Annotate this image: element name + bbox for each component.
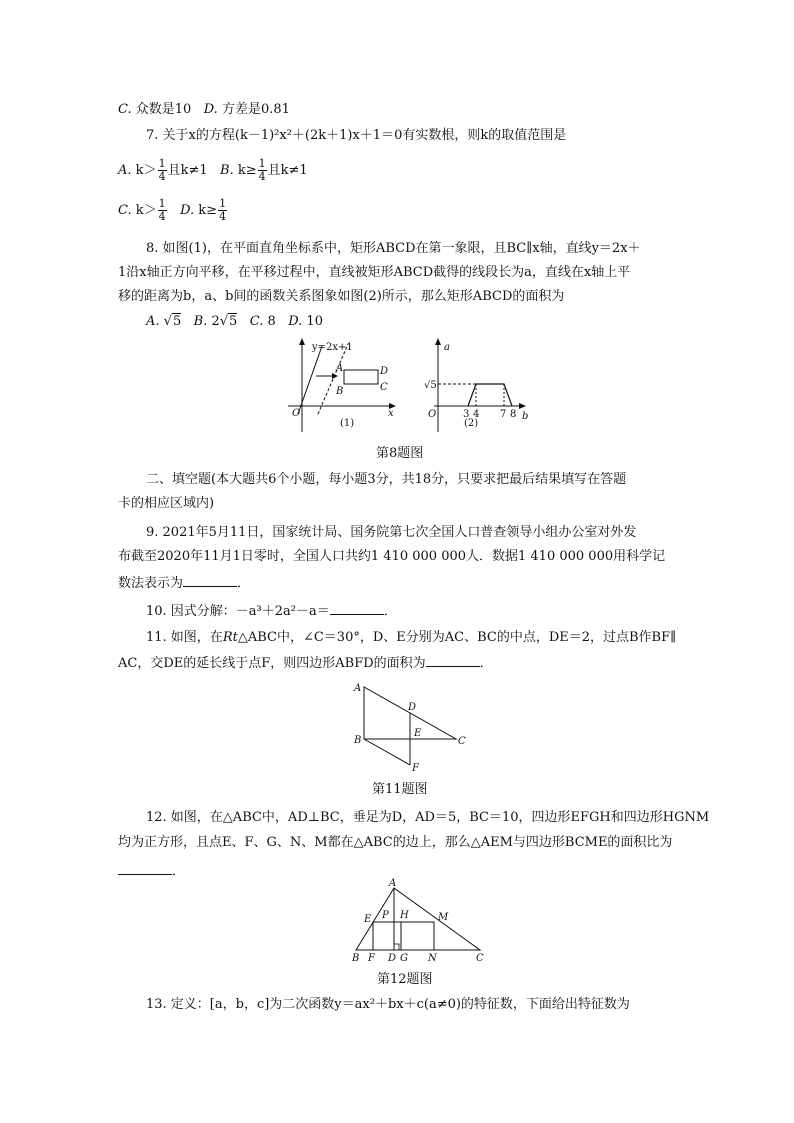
q8-option-c-label: C. <box>249 314 264 329</box>
point-a-label: A <box>336 363 344 374</box>
q8-figure-1 <box>288 338 400 434</box>
q9-line-3 <box>118 573 250 593</box>
q11-line-2 <box>118 653 493 673</box>
q11-rt: Rt <box>222 630 238 645</box>
fraction-den: 4 <box>258 170 266 183</box>
point-c-label: C <box>476 953 484 964</box>
q12-caption: 第12题图 <box>377 972 433 987</box>
point-a-label: A <box>389 878 397 889</box>
tick-4: 4 <box>473 409 480 420</box>
q9-line-2: 布截至2020年11月1日零时，全国人口共约1 410 000 000人．数据1 410 000 000用科学记 <box>118 549 666 564</box>
point-a-label: A <box>354 683 362 694</box>
point-d-label: D <box>380 366 389 377</box>
square-efgh <box>373 922 401 950</box>
point-h-label: H <box>400 910 409 921</box>
arrow-icon <box>435 338 441 345</box>
q11-caption: 第11题图 <box>372 782 428 797</box>
q6-option-c-label: C. <box>118 102 132 117</box>
q11-line-1 <box>146 629 676 647</box>
b-axis-label: b <box>522 411 529 422</box>
q11-rest: △ABC中，∠C＝30°，D、E分别为AC、BC的中点，DE＝2，过点B作BF∥ <box>237 630 677 645</box>
q8-option-c: 8 <box>267 314 276 329</box>
q7-options-ab <box>118 158 308 183</box>
arrow-icon <box>519 403 526 409</box>
q7-option-c-label: C. <box>118 203 132 218</box>
q9-line-3-text: 数法表示为 <box>118 576 184 591</box>
fraction-den: 4 <box>219 210 227 223</box>
fraction <box>258 158 267 183</box>
answer-blank <box>426 653 480 667</box>
fraction <box>158 158 167 183</box>
point-c-label: C <box>380 382 388 393</box>
q8-option-b: 5 <box>229 314 238 329</box>
fraction <box>218 198 227 223</box>
point-n-label: N <box>428 953 437 964</box>
tick-7: 7 <box>500 409 507 420</box>
line-label: y=2x+1 <box>312 342 353 353</box>
q8-line-3: 移的距离为b，a、b间的函数关系图象如图(2)所示，那么矩形ABCD的面积为 <box>118 289 565 304</box>
q12-line-3 <box>118 861 185 881</box>
q7-option-a-label: A. <box>118 163 132 178</box>
q8-option-a-label: A. <box>146 314 160 329</box>
a-axis-label: a <box>444 342 450 353</box>
section-2-line-2: 卡的相应区域内) <box>118 496 215 511</box>
q6-options <box>118 101 290 119</box>
q12-end: ． <box>172 864 186 879</box>
x-axis-label: x <box>388 408 394 419</box>
section-2-line-1: 二、填空题(本大题共6个小题，每小题3分，共18分，只要求把最后结果填写在答题 <box>146 472 627 487</box>
answer-blank <box>183 573 237 587</box>
q10-text: 10. 因式分解：－a³＋2a²－a＝ <box>146 604 330 619</box>
point-b-label: B <box>354 735 362 746</box>
q12-line-2: 均为正方形，且点E、F、G、N、M都在△ABC的边上，那么△AEM与四边形BCME的面积比为 <box>118 835 673 850</box>
q8-option-d: 10 <box>306 314 323 329</box>
q7-option-d-pre: k≥ <box>198 203 218 218</box>
tick-8: 8 <box>510 409 517 420</box>
q10-end: ． <box>383 604 397 619</box>
q7-stem: 7. 关于x的方程(k－1)²x²＋(2k＋1)x＋1＝0有实数根，则k的取值范围是 <box>146 128 567 143</box>
right-angle-mark <box>394 944 399 950</box>
q11-end: ． <box>479 656 493 671</box>
point-e-label: E <box>414 728 422 739</box>
fraction <box>158 198 167 223</box>
tick-3: 3 <box>463 409 470 420</box>
q7-option-d-label: D. <box>180 203 195 218</box>
fraction-num: 1 <box>158 157 166 170</box>
fraction-num: 1 <box>219 197 227 210</box>
q9-end: ． <box>237 576 251 591</box>
q9-line-1: 9. 2021年5月11日，国家统计局、国务院第七次全国人口普查领导小组办公室对外发 <box>146 525 637 540</box>
q7-option-b-label: B. <box>220 163 234 178</box>
q11-line-2-text: AC，交DE的延长线于点F，则四边形ABFD的面积为 <box>118 656 426 671</box>
q8-option-b-pre: 2 <box>211 314 220 329</box>
q7-option-c-pre: k＞ <box>135 203 157 218</box>
origin-label: O <box>292 408 301 419</box>
q8-options: A. √5 B. 2√5 C. 8 D. 10 <box>146 314 323 329</box>
fraction-num: 1 <box>258 157 266 170</box>
fraction-den: 4 <box>158 210 166 223</box>
function-graph <box>468 384 512 406</box>
q8-option-a: 5 <box>172 314 182 329</box>
q12-figure <box>348 880 488 966</box>
point-f-label: F <box>368 953 375 964</box>
arrow-icon <box>299 338 305 345</box>
q6-option-d: 方差是0.81 <box>221 102 290 117</box>
origin-label: O <box>428 409 437 420</box>
segment-bf <box>364 739 410 765</box>
fraction-num: 1 <box>158 197 166 210</box>
q8-line-1: 8. 如图(1)，在平面直角坐标系中，矩形ABCD在第一象限，且BC∥x轴，直线y＝2x＋ <box>146 241 641 256</box>
q11-figure <box>350 681 480 773</box>
q13-line-1: 13. 定义：[a，b，c]为二次函数y＝ax²＋bx＋c(a≠0)的特征数，下面给出特征数为 <box>146 997 630 1012</box>
fraction-den: 4 <box>158 170 166 183</box>
point-d-label: D <box>408 702 417 713</box>
q8-figure-2 <box>424 338 534 434</box>
rectangle-abcd <box>344 370 378 384</box>
triangle-abc <box>356 888 480 950</box>
answer-blank <box>330 601 384 615</box>
point-e-label: E <box>364 914 372 925</box>
figure-caption: (2) <box>464 418 479 429</box>
q6-option-d-label: D. <box>203 102 218 117</box>
q6-option-c: 众数是10 <box>135 102 192 117</box>
point-b-label: B <box>352 953 360 964</box>
q11-num: 11. 如图，在 <box>146 630 223 645</box>
q8-line-2: 1沿x轴正方向平移，在平移过程中，直线被矩形ABCD截得的线段长为a，直线在x轴上平 <box>118 265 631 280</box>
q7-option-b-post: 且k≠1 <box>267 163 308 178</box>
point-f-label: F <box>412 763 419 774</box>
point-g-label: G <box>400 953 408 964</box>
q10 <box>146 601 397 621</box>
sqrt5-label: √5 <box>424 380 437 391</box>
figure-caption: (1) <box>340 418 355 429</box>
point-p-label: P <box>382 910 389 921</box>
q8-caption: 第8题图 <box>376 446 424 461</box>
q8-option-b-label: B. <box>193 314 208 329</box>
q8-option-d-label: D. <box>288 314 303 329</box>
q7-option-b-pre: k≥ <box>237 163 257 178</box>
q7-option-a-post: 且k≠1 <box>167 163 208 178</box>
point-b-label: B <box>336 386 344 397</box>
answer-blank <box>118 861 172 875</box>
point-m-label: M <box>438 912 449 923</box>
square-hgnm <box>401 922 434 950</box>
point-c-label: C <box>458 736 466 747</box>
q7-option-a-pre: k＞ <box>135 163 157 178</box>
q12-line-1: 12. 如图，在△ABC中，AD⊥BC，垂足为D，AD＝5，BC＝10，四边形EFGH和四边形HGNM <box>146 810 710 825</box>
point-d-label: D <box>388 953 397 964</box>
q7-options-cd <box>118 198 228 223</box>
